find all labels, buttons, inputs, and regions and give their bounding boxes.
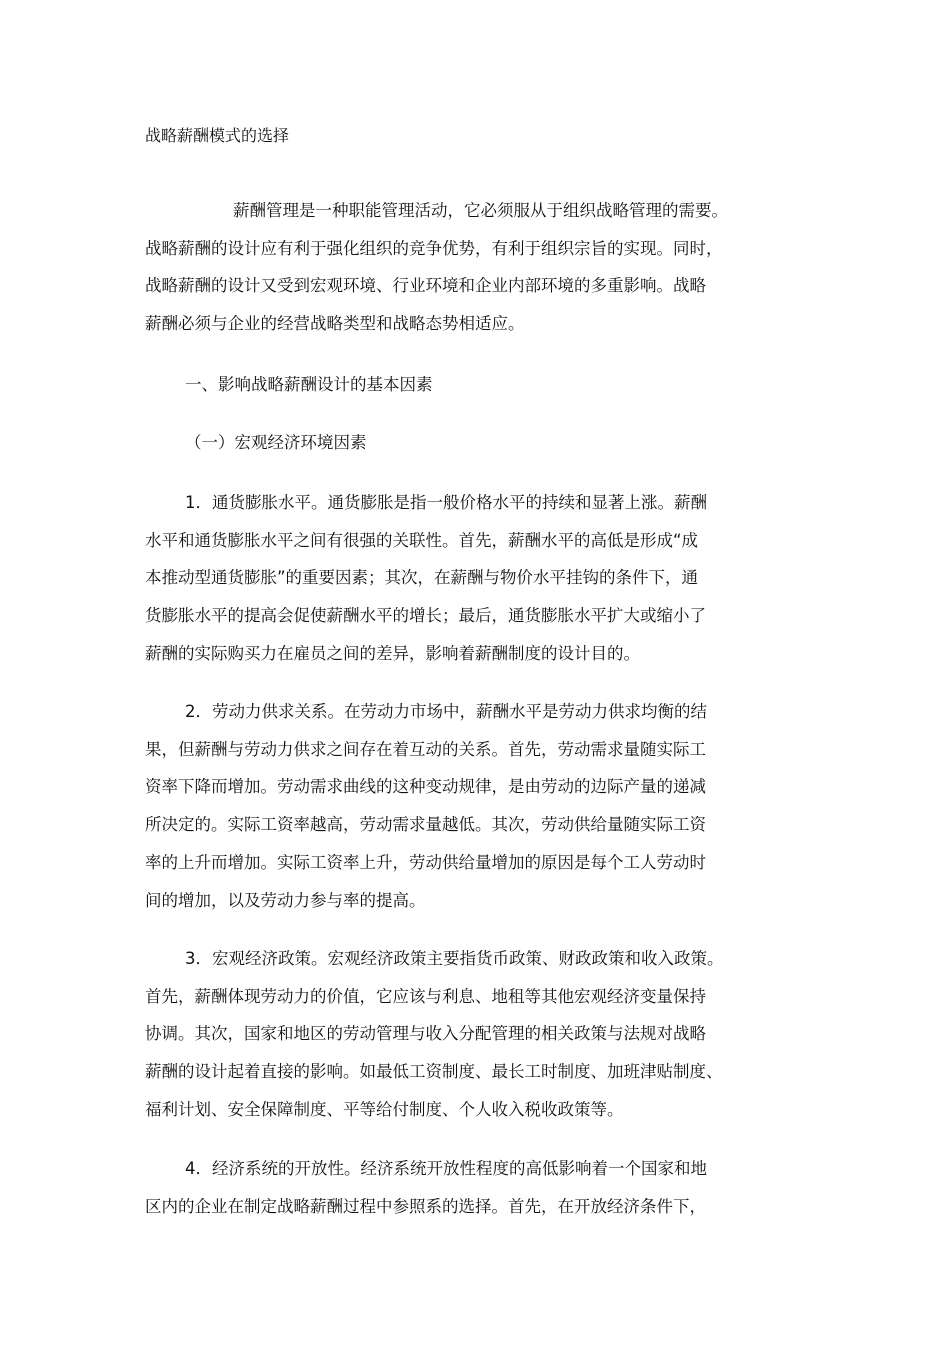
item1-line: 1．通货膨胀水平。通货膨胀是指一般价格水平的持续和显著上涨。薪酬: [185, 493, 707, 512]
item3-line: 薪酬的设计起着直接的影响。如最低工资制度、最长工时制度、加班津贴制度、: [145, 1062, 723, 1082]
intro-line: 薪酬管理是一种职能管理活动，它必须服从于组织战略管理的需要。: [233, 201, 728, 220]
item3-line: 首先，薪酬体现劳动力的价值，它应该与利息、地租等其他宏观经济变量保持: [145, 986, 706, 1006]
item2-line: 率的上升而增加。实际工资率上升，劳动供给量增加的原因是每个工人劳动时: [145, 852, 706, 872]
intro-paragraph: [145, 192, 770, 343]
section-heading: 一、影响战略薪酬设计的基本因素: [185, 375, 433, 394]
item2-line: 2．劳动力供求关系。在劳动力市场中，薪酬水平是劳动力供求均衡的结: [185, 702, 707, 721]
subsection-heading: （一）宏观经济环境因素: [185, 433, 367, 452]
item3-line: 协调。其次，国家和地区的劳动管理与收入分配管理的相关政策与法规对战略: [145, 1024, 706, 1044]
item4-line: 4．经济系统的开放性。经济系统开放性程度的高低影响着一个国家和地: [185, 1159, 707, 1178]
item2-line: 资率下降而增加。劳动需求曲线的这种变动规律，是由劳动的边际产量的递减: [145, 777, 706, 797]
item1-paragraph: [145, 484, 770, 673]
item3-line: 福利计划、安全保障制度、平等给付制度、个人收入税收政策等。: [145, 1099, 624, 1119]
item1-line: 货膨胀水平的提高会促使薪酬水平的增长；最后，通货膨胀水平扩大或缩小了: [145, 606, 706, 626]
item4-paragraph: [145, 1150, 770, 1225]
item3-line: 3．宏观经济政策。宏观经济政策主要指货币政策、财政政策和收入政策。: [185, 949, 724, 968]
item1-line: 本推动型通货膨胀”的重要因素；其次，在薪酬与物价水平挂钩的条件下，通: [145, 568, 699, 588]
item3-paragraph: [145, 940, 770, 1129]
intro-line: 战略薪酬的设计又受到宏观环境、行业环境和企业内部环境的多重影响。战略: [145, 276, 706, 296]
item2-line: 所决定的。实际工资率越高，劳动需求量越低。其次，劳动供给量随实际工资: [145, 815, 706, 835]
item1-line: 水平和通货膨胀水平之间有很强的关联性。首先，薪酬水平的高低是形成“成: [145, 530, 699, 550]
intro-line: 战略薪酬的设计应有利于强化组织的竞争优势，有利于组织宗旨的实现。同时，: [145, 238, 723, 258]
intro-line: 薪酬必须与企业的经营战略类型和战略态势相适应。: [145, 314, 525, 334]
item2-line: 果，但薪酬与劳动力供求之间存在着互动的关系。首先，劳动需求量随实际工: [145, 739, 706, 759]
document-title: 战略薪酬模式的选择: [145, 126, 290, 145]
item1-line: 薪酬的实际购买力在雇员之间的差异，影响着薪酬制度的设计目的。: [145, 643, 640, 663]
item2-paragraph: [145, 693, 770, 919]
item4-line: 区内的企业在制定战略薪酬过程中参照系的选择。首先，在开放经济条件下，: [145, 1196, 706, 1216]
item2-line: 间的增加，以及劳动力参与率的提高。: [145, 890, 426, 910]
